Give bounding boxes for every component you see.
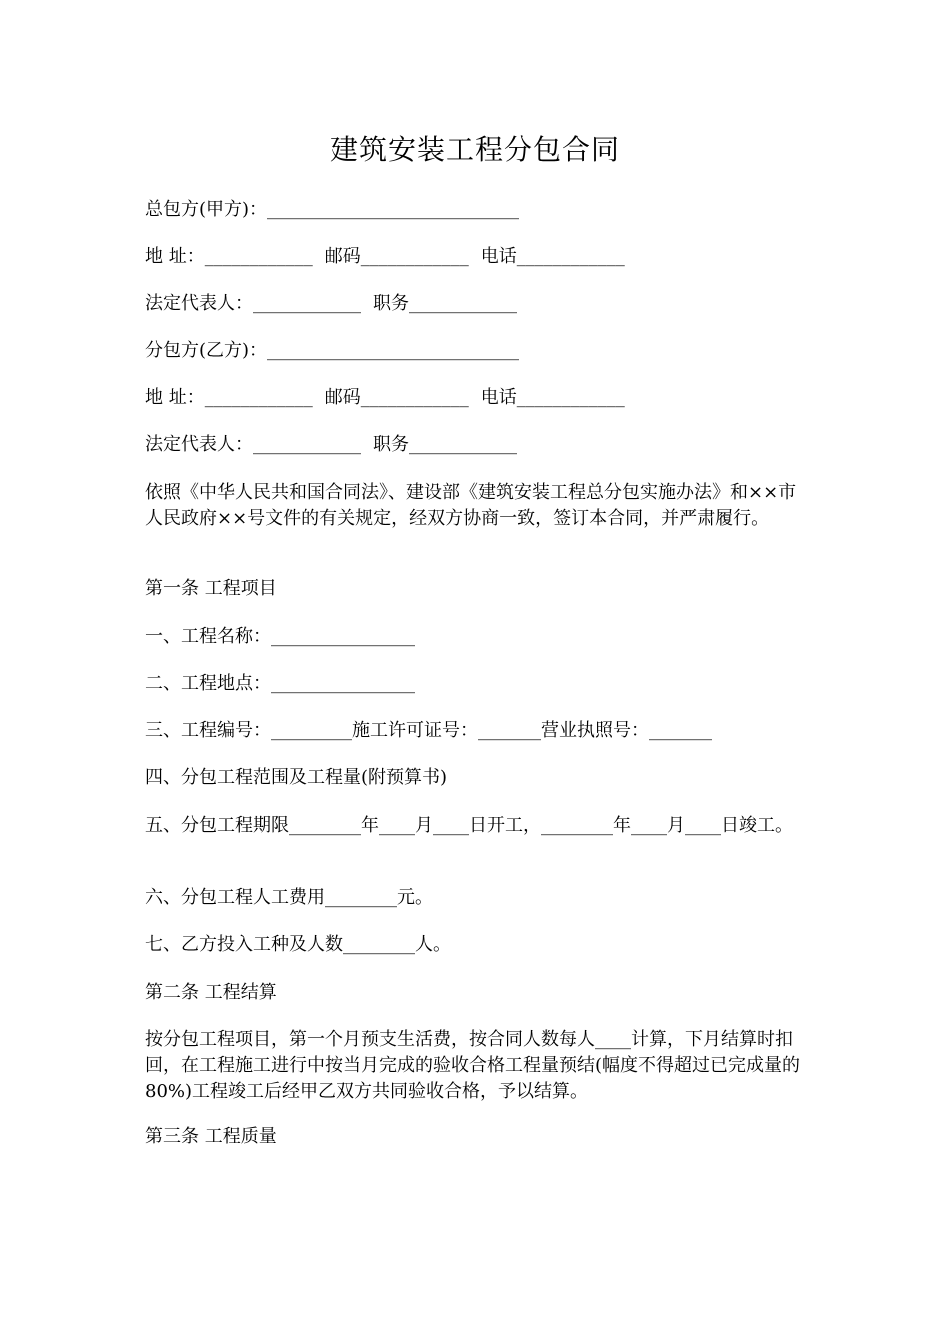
labor-cost-line: 六、分包工程人工费用________元。 — [145, 887, 433, 908]
party-b-zip-blank: ____________ — [360, 387, 469, 408]
party-b-rep-line — [145, 433, 517, 457]
party-a-zip-label: 邮码 — [324, 246, 361, 267]
party-a-address-blank: ____________ — [204, 246, 313, 267]
party-b-rep-blank: ____________ — [253, 434, 361, 455]
settlement-paragraph: 按分包工程项目，第一个月预支生活费，按合同人数每人____计算，下月结算时扣回，在工程施工进行中按当月完成的验收合格工程量预结(幅度不得超过已完成量的80%)工程竣工后经甲乙双方共同验收合格，予以结算。 — [145, 1029, 801, 1102]
party-a-title-blank: ____________ — [409, 293, 517, 314]
party-a-title-label: 职务 — [373, 293, 409, 314]
workers-line: 七、乙方投入工种及人数________人。 — [145, 934, 451, 955]
project-number-line: 三、工程编号：_________施工许可证号：_______营业执照号：_______ — [145, 720, 712, 741]
party-a-rep-line — [145, 292, 517, 316]
article-1-heading: 第一条 工程项目 — [145, 578, 277, 599]
subcontract-scope-line: 四、分包工程范围及工程量(附预算书) — [145, 767, 448, 788]
party-b-title-blank: ____________ — [409, 434, 517, 455]
party-b-phone-label: 电话 — [480, 387, 517, 408]
project-name-line: 一、工程名称：________________ — [145, 626, 415, 647]
document-title: 建筑安装工程分包合同 — [329, 133, 620, 166]
preamble-paragraph: 依照《中华人民共和国合同法》、建设部《建筑安装工程总分包实施办法》和××市人民政府××号文件的有关规定，经双方协商一致，签订本合同，并严肃履行。 — [145, 482, 797, 529]
party-a-zip-blank: ____________ — [360, 246, 469, 267]
party-b-name-blank: ____________________________ — [267, 340, 520, 361]
party-a-address-label: 地 址： — [145, 246, 205, 267]
project-location-line: 二、工程地点：________________ — [145, 673, 415, 694]
party-b-name-line — [145, 339, 519, 363]
party-a-name-label: 总包方(甲方)： — [145, 199, 268, 220]
party-a-rep-blank: ____________ — [253, 293, 361, 314]
party-b-rep-label: 法定代表人： — [145, 434, 253, 455]
party-b-address-label: 地 址： — [145, 387, 205, 408]
party-a-phone-label: 电话 — [480, 246, 517, 267]
party-b-address-blank: ____________ — [204, 387, 313, 408]
party-a-rep-label: 法定代表人： — [145, 293, 253, 314]
party-b-address-line — [145, 386, 625, 410]
party-b-phone-blank: ____________ — [516, 387, 625, 408]
article-3-heading: 第三条 工程质量 — [145, 1126, 277, 1147]
party-a-address-line — [145, 245, 625, 269]
subcontract-period-paragraph: 五、分包工程期限________年____月____日开工，________年____月____日竣工。 — [145, 815, 793, 836]
party-a-name-line — [145, 198, 519, 222]
party-b-name-label: 分包方(乙方)： — [145, 340, 268, 361]
party-b-title-label: 职务 — [373, 434, 409, 455]
party-b-zip-label: 邮码 — [324, 387, 361, 408]
article-2-heading: 第二条 工程结算 — [145, 982, 277, 1003]
party-a-name-blank: ____________________________ — [267, 199, 520, 220]
party-a-phone-blank: ____________ — [516, 246, 625, 267]
